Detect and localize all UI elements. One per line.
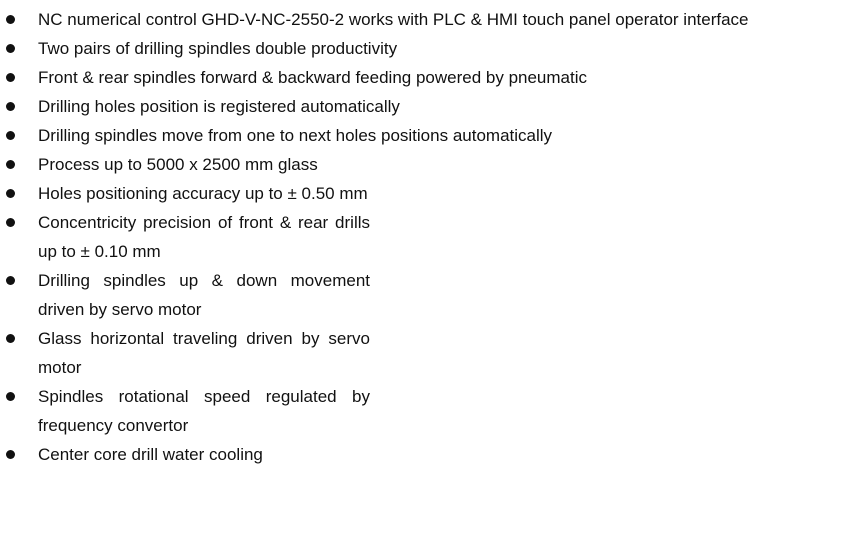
list-item bbox=[0, 179, 370, 208]
bullet-icon bbox=[6, 160, 15, 169]
list-item-text: Drilling spindles up & down movement driven by servo motor bbox=[38, 271, 370, 319]
list-item bbox=[0, 440, 370, 469]
bullet-icon bbox=[6, 131, 15, 140]
bullet-icon bbox=[6, 189, 15, 198]
bullet-icon bbox=[6, 44, 15, 53]
bullet-icon bbox=[6, 276, 15, 285]
list-item-text: Holes positioning accuracy up to ± 0.50 mm bbox=[38, 184, 368, 203]
list-item-text: Glass horizontal traveling driven by servo motor bbox=[38, 329, 370, 377]
bullet-icon bbox=[6, 218, 15, 227]
list-item bbox=[0, 324, 370, 382]
bullet-icon bbox=[6, 450, 15, 459]
list-item bbox=[0, 34, 830, 63]
list-item bbox=[0, 121, 830, 150]
bullet-icon bbox=[6, 15, 15, 24]
list-item bbox=[0, 63, 830, 92]
list-item-text: NC numerical control GHD-V-NC-2550-2 works with PLC & HMI touch panel operator interface bbox=[38, 10, 749, 29]
list-item-text: Drilling spindles move from one to next holes positions automatically bbox=[38, 126, 553, 145]
list-item bbox=[0, 150, 830, 179]
list-item-text: Spindles rotational speed regulated by frequency convertor bbox=[38, 387, 370, 435]
list-item-text: Process up to 5000 x 2500 mm glass bbox=[38, 155, 318, 174]
bullet-icon bbox=[6, 334, 15, 343]
list-item bbox=[0, 5, 830, 34]
bullet-icon bbox=[6, 102, 15, 111]
bullet-icon bbox=[6, 73, 15, 82]
list-item-text: Drilling holes position is registered automatically bbox=[38, 97, 400, 116]
list-item-text: Front & rear spindles forward & backward feeding powered by pneumatic bbox=[38, 68, 588, 87]
list-item-text: Center core drill water cooling bbox=[38, 445, 263, 464]
list-item-text: Two pairs of drilling spindles double productivity bbox=[38, 39, 398, 58]
list-item-text: Concentricity precision of front & rear drills up to ± 0.10 mm bbox=[38, 213, 370, 261]
bullet-icon bbox=[6, 392, 15, 401]
list-item bbox=[0, 92, 830, 121]
list-item bbox=[0, 266, 370, 324]
list-item bbox=[0, 382, 370, 440]
list-item bbox=[0, 208, 370, 266]
feature-list bbox=[0, 5, 862, 469]
